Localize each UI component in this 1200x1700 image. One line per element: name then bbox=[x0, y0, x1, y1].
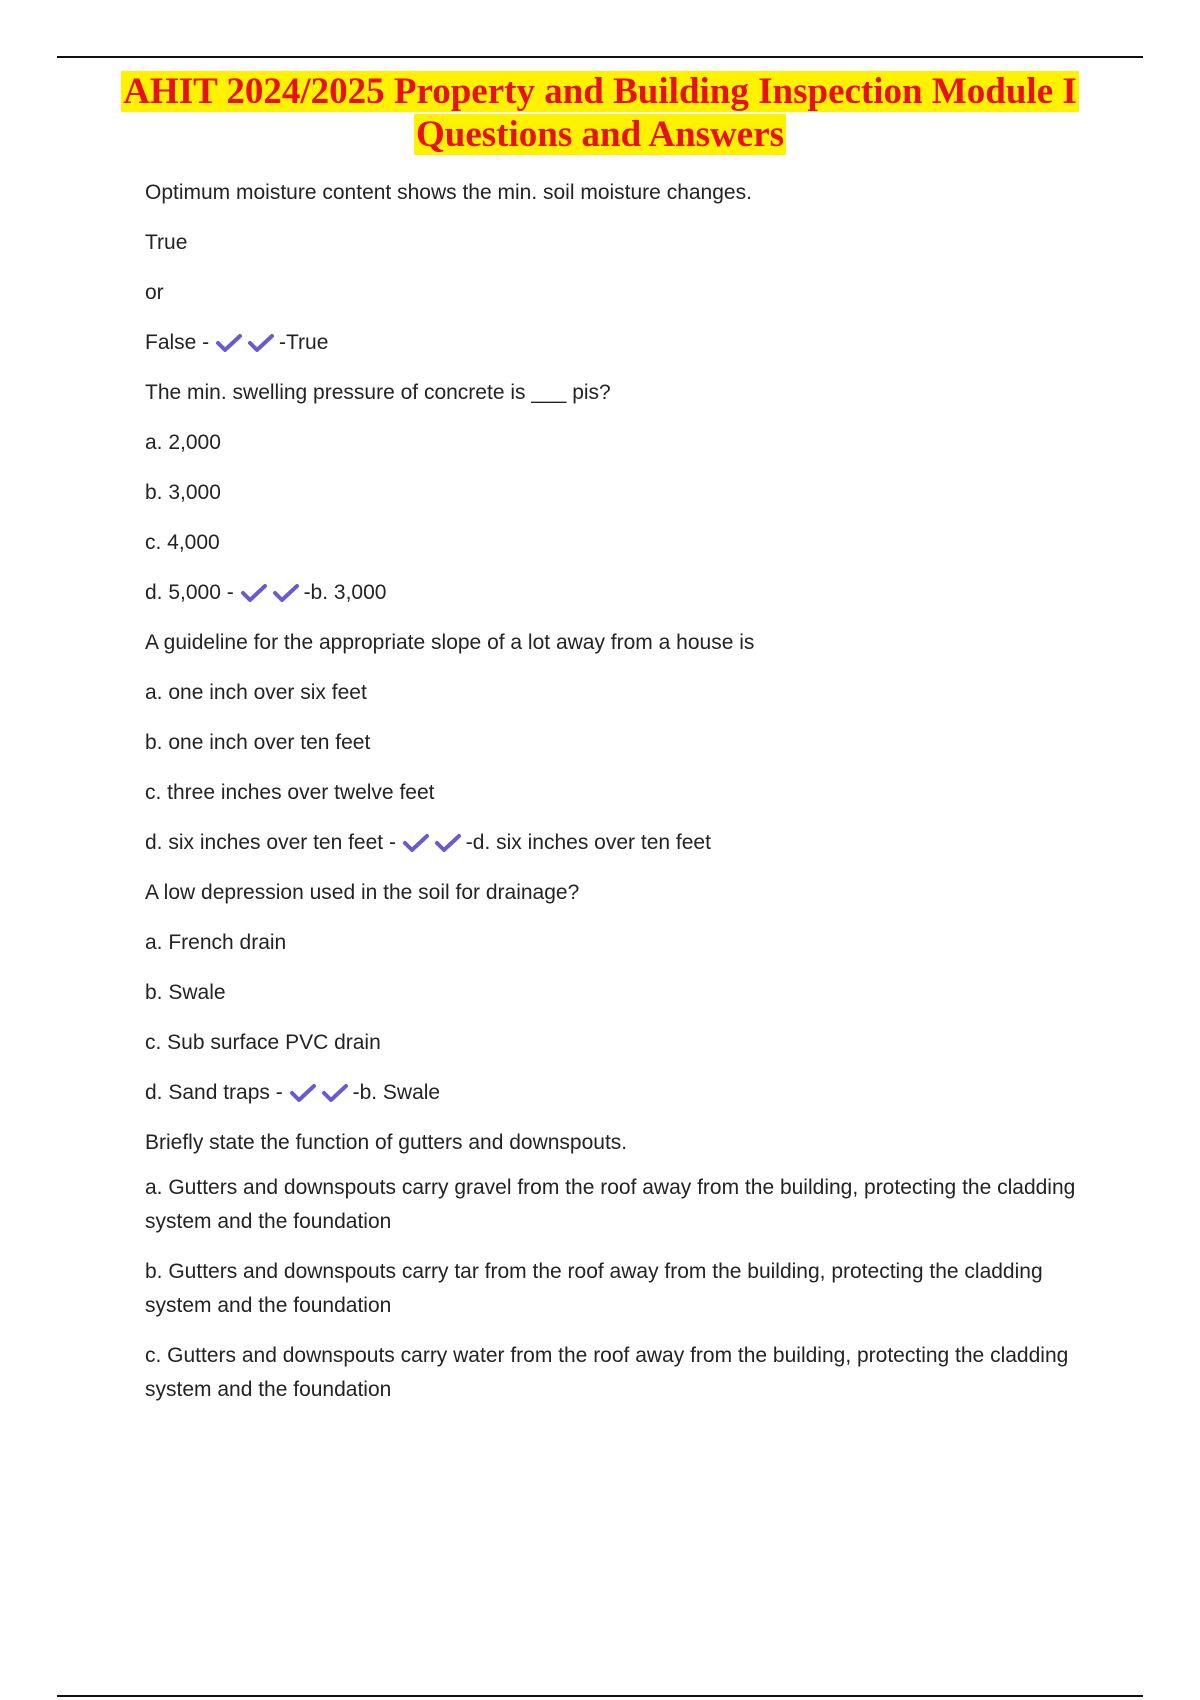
question-3-option-b: b. one inch over ten feet bbox=[145, 731, 371, 754]
question-3-answer: -d. six inches over ten feet bbox=[465, 831, 711, 854]
question-1-option-true: True bbox=[145, 231, 188, 254]
question-3-option-a: a. one inch over six feet bbox=[145, 681, 367, 704]
checkmark-icon bbox=[247, 333, 275, 353]
question-5-option-a: a. Gutters and downspouts carry gravel from the roof away from the building, protecting the cladding system and the foundation bbox=[145, 1176, 1076, 1233]
checkmark-icon bbox=[321, 1083, 349, 1103]
question-2-answer-line bbox=[145, 580, 1095, 605]
question-5-text: Briefly state the function of gutters and downspouts. bbox=[145, 1131, 628, 1154]
question-5-option-b: b. Gutters and downspouts carry tar from the roof away from the building, protecting the cladding system and the foundation bbox=[145, 1260, 1043, 1317]
checkmark-icon bbox=[272, 583, 300, 603]
question-2-answer: -b. 3,000 bbox=[303, 581, 387, 604]
question-4-option-b: b. Swale bbox=[145, 981, 226, 1004]
title-line-1: AHIT 2024/2025 Property and Building Inspection Module I bbox=[123, 71, 1077, 112]
checkmark-icon bbox=[289, 1083, 317, 1103]
question-1-answer-line bbox=[145, 330, 1095, 355]
bottom-rule bbox=[57, 1695, 1143, 1697]
question-3-last-option: d. six inches over ten feet - bbox=[145, 831, 402, 854]
question-4-text: A low depression used in the soil for drainage? bbox=[145, 881, 580, 904]
question-1-answer: -True bbox=[279, 331, 329, 354]
title-line-2: Questions and Answers bbox=[415, 114, 785, 155]
question-5-option-c: c. Gutters and downspouts carry water from the roof away from the building, protecting the cladding system and the foundation bbox=[145, 1344, 1069, 1401]
question-2-last-option: d. 5,000 - bbox=[145, 581, 240, 604]
checkmark-icon bbox=[240, 583, 268, 603]
checkmark-icon bbox=[402, 833, 430, 853]
question-2-text: The min. swelling pressure of concrete is ___ pis? bbox=[145, 381, 611, 404]
checkmark-icon bbox=[434, 833, 462, 853]
question-2-option-b: b. 3,000 bbox=[145, 481, 221, 504]
question-1-text: Optimum moisture content shows the min. soil moisture changes. bbox=[145, 181, 752, 204]
question-3-option-c: c. three inches over twelve feet bbox=[145, 781, 435, 804]
document-body bbox=[145, 180, 1095, 1407]
question-3-answer-line bbox=[145, 830, 1095, 855]
question-4-answer: -b. Swale bbox=[352, 1081, 441, 1104]
checkmark-icon bbox=[215, 333, 243, 353]
question-4-last-option: d. Sand traps - bbox=[145, 1081, 289, 1104]
document-title bbox=[100, 70, 1100, 156]
top-rule bbox=[57, 56, 1143, 58]
question-1-option-or: or bbox=[145, 281, 164, 304]
question-2-option-a: a. 2,000 bbox=[145, 431, 221, 454]
question-2-option-c: c. 4,000 bbox=[145, 531, 220, 554]
question-4-option-c: c. Sub surface PVC drain bbox=[145, 1031, 381, 1054]
question-1-last-option: False - bbox=[145, 331, 216, 354]
question-4-answer-line bbox=[145, 1080, 1095, 1105]
question-4-option-a: a. French drain bbox=[145, 931, 287, 954]
question-3-text: A guideline for the appropriate slope of a lot away from a house is bbox=[145, 631, 755, 654]
